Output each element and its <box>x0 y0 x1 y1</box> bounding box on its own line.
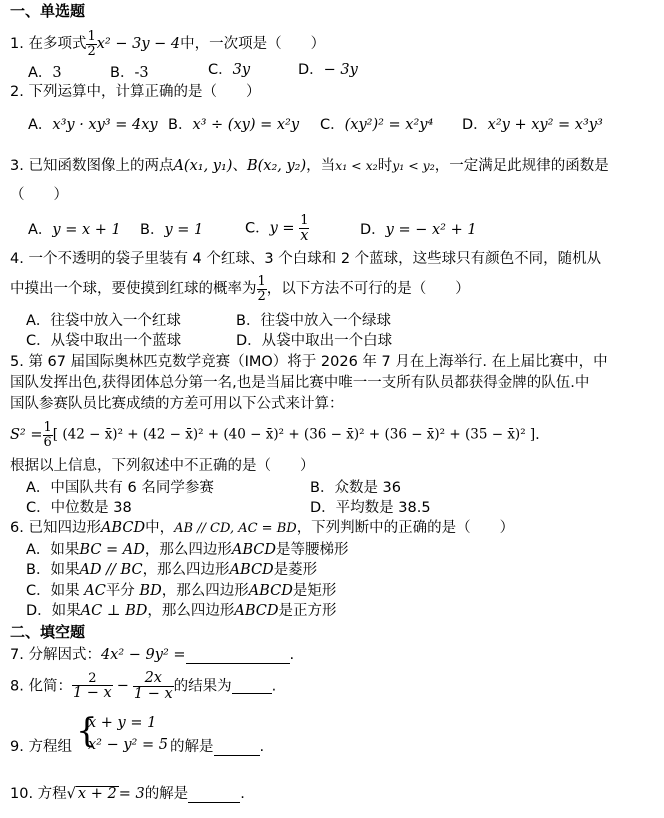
q4-option-b[interactable]: B．往袋中放入一个绿球 <box>236 313 391 329</box>
q7-answer-blank[interactable] <box>186 648 290 664</box>
question-6 <box>10 521 514 536</box>
q3-sep: 、 <box>232 158 247 174</box>
q3-b-label: B． <box>140 222 165 238</box>
q2-d-value: x²y + xy² = x³y³ <box>487 117 603 133</box>
q1-frac-num: 1 <box>87 29 96 44</box>
q6-stem-c: ，下列判断中的正确的是（ ） <box>296 520 515 536</box>
q5-option-a[interactable]: A．中国队共有 6 名同学参赛 <box>26 480 214 496</box>
q1-b-value: -3 <box>134 65 149 81</box>
q9-equation-2: x² − y² = 5 <box>88 737 168 753</box>
q10-radicand: x + 2 <box>77 786 117 802</box>
q4-frac-num: 1 <box>257 274 266 289</box>
q3-c-den: x <box>300 227 309 244</box>
q7-stem: 7. 分解因式： <box>10 647 101 663</box>
q10-radical-sign: √ <box>66 786 76 802</box>
q6-c-math2: BD <box>139 583 162 599</box>
q8-tail: 的结果为 <box>173 678 232 695</box>
q2-b-label: B． <box>168 117 193 133</box>
q3-d-label: D． <box>360 222 386 238</box>
q1-option-c[interactable] <box>208 63 250 78</box>
q2-option-a[interactable] <box>28 118 158 133</box>
q4-line-1: 4. 一个不透明的袋子里装有 4 个红球、3 个白球和 2 个蓝球，这些球只有颜色不同，随机从 <box>10 251 602 267</box>
q6-option-c[interactable] <box>26 584 336 599</box>
q5-option-b[interactable]: B．众数是 36 <box>310 480 402 496</box>
q6-b-abcd: ABCD <box>229 562 274 578</box>
q9-tail-text: 的解是 <box>170 739 214 755</box>
q1-frac-den: 2 <box>87 43 96 59</box>
q4-fraction <box>257 275 267 303</box>
q6-option-d[interactable] <box>26 604 337 619</box>
q1-a-value: 3 <box>52 65 62 81</box>
q9-end: . <box>259 739 265 755</box>
q3-a-value: y = x + 1 <box>52 222 121 238</box>
q2-a-label: A． <box>28 117 53 133</box>
q10-rhs: = 3 <box>118 786 145 802</box>
q6-b-mid: ，那么四边形 <box>142 562 230 578</box>
q1-c-value: 3y <box>232 62 251 78</box>
q6-abcd: ABCD <box>100 520 146 536</box>
q4-option-c[interactable]: C．从袋中取出一个蓝球 <box>26 333 182 349</box>
q2-c-label: C． <box>320 117 345 133</box>
q6-a-abcd: ABCD <box>231 542 277 558</box>
q6-a-prefix: A．如果 <box>26 542 80 558</box>
q5-option-d[interactable]: D．平均数是 38.5 <box>310 500 431 516</box>
q6-condition: AB // CD, AC = BD <box>174 521 297 536</box>
q3-stem-d: ，一定满足此规律的函数是 <box>434 158 609 174</box>
q8-fraction-1 <box>72 672 113 702</box>
q5-formula <box>10 421 540 449</box>
q3-stem-c: 时 <box>377 158 393 174</box>
q6-c-mid: 平分 <box>105 583 135 599</box>
q4-frac-den: 2 <box>257 288 266 304</box>
q7-expression: 4x² − 9y² = <box>100 647 186 663</box>
q8-f1-den: 1 − x <box>72 685 112 702</box>
question-10 <box>10 786 245 803</box>
q1-stem-b: 中，一次项是（ ） <box>180 36 326 53</box>
q6-stem-b: 中， <box>145 520 175 536</box>
q6-c-abcd: ABCD <box>248 583 293 599</box>
q6-c-mid2: ，那么四边形 <box>161 583 249 599</box>
q6-c-prefix: C．如果 <box>26 583 80 599</box>
q7-end: . <box>289 647 295 663</box>
question-7 <box>10 648 294 664</box>
q6-stem-a: 6. 已知四边形 <box>10 520 101 536</box>
q10-answer-blank[interactable] <box>188 787 240 803</box>
q6-b-suffix: 是菱形 <box>273 562 318 578</box>
q3-c-fraction <box>299 214 309 244</box>
q9-equation-1: x + y = 1 <box>88 715 157 731</box>
q5-formula-fraction <box>43 421 53 449</box>
q4-line2-a: 中摸出一个球，要使摸到红球的概率为 <box>10 280 257 297</box>
q1-c-label: C． <box>208 62 233 78</box>
q2-d-label: D． <box>462 117 488 133</box>
q3-stem-e: （ ） <box>10 187 68 203</box>
q1-expression: x² − 3y − 4 <box>96 36 181 53</box>
q3-c-lhs: y = <box>269 220 295 237</box>
question-8 <box>10 671 276 702</box>
q8-fraction-2 <box>133 671 174 702</box>
q4-line2-b: ，以下方法不可行的是（ ） <box>266 280 470 297</box>
q6-d-math: AC ⊥ BD <box>80 603 148 619</box>
q5-line-4: 根据以上信息，下列叙述中不正确的是（ ） <box>10 458 315 474</box>
q5-line-3: 国队参赛队员比赛成绩的方差可用以下公式来计算： <box>10 396 344 412</box>
question-1 <box>10 30 325 58</box>
q3-condition-y: y₁ < y₂ <box>392 158 435 173</box>
q2-b-value: x³ ÷ (xy) = x²y <box>192 117 300 133</box>
q2-option-d[interactable] <box>462 118 603 133</box>
question-3 <box>10 159 609 174</box>
q4-option-a[interactable]: A．往袋中放入一个红球 <box>26 313 181 329</box>
q2-c-value: (xy²)² = x²y⁴ <box>344 117 434 133</box>
q6-option-b[interactable] <box>26 563 317 578</box>
q6-b-prefix: B．如果 <box>26 562 80 578</box>
q3-stem-b: ，当 <box>306 158 336 174</box>
q1-a-label: A． <box>28 65 53 81</box>
q5-formula-lhs: S² = <box>10 426 43 443</box>
section-title-choice: 一、单选题 <box>10 2 86 20</box>
q5-option-c[interactable]: C．中位数是 38 <box>26 500 132 516</box>
q3-option-a[interactable] <box>28 223 121 238</box>
q8-f1-num: 2 <box>72 672 113 687</box>
q1-option-d[interactable] <box>298 63 358 78</box>
q3-a-label: A． <box>28 222 53 238</box>
q5-line-2: 国队发挥出色,获得团体总分第一名,也是当届比赛中唯一一支所有队员都获得金牌的队伍.中 <box>10 375 590 391</box>
q6-a-mid: ，那么四边形 <box>144 542 232 558</box>
q3-b-value: y = 1 <box>164 222 204 238</box>
q6-c-math: AC <box>84 583 106 599</box>
q6-c-suffix: 是矩形 <box>292 583 337 599</box>
question-2: 2. 下列运算中，计算正确的是（ ） <box>10 84 261 100</box>
q1-option-b[interactable] <box>110 66 149 81</box>
q3-d-value: y = − x² + 1 <box>385 222 477 238</box>
q6-d-mid: ，那么四边形 <box>147 603 235 619</box>
q1-fraction <box>86 30 96 58</box>
q10-stem: 10. 方程 <box>10 786 67 802</box>
q6-b-math: AD // BC <box>79 562 143 578</box>
q3-option-d[interactable] <box>360 223 477 238</box>
q6-a-math: BC = AD <box>79 542 145 558</box>
q6-a-suffix: 是等腰梯形 <box>276 542 349 558</box>
q3-condition-x: x₁ < x₂ <box>335 158 378 173</box>
q9-brace: { <box>76 711 98 751</box>
q6-d-suffix: 是正方形 <box>278 603 337 619</box>
q8-stem: 8. 化简： <box>10 678 72 695</box>
q4-line-2 <box>10 275 470 303</box>
q3-option-c[interactable] <box>245 214 309 244</box>
q6-d-abcd: ABCD <box>234 603 279 619</box>
q3-stem-a: 3. 已知函数图像上的两点 <box>10 158 174 174</box>
q8-f2-num: 2x <box>133 671 174 687</box>
q1-stem-a: 1. 在多项式 <box>10 36 87 53</box>
q1-d-value: − 3y <box>323 62 358 78</box>
q3-point-b: B(x₂, y₂) <box>246 158 307 174</box>
q5-formula-period: . <box>535 426 540 443</box>
q8-answer-blank[interactable] <box>232 679 272 695</box>
q1-option-a[interactable] <box>28 66 62 81</box>
q2-a-value: x³y · xy³ = 4xy <box>52 117 158 133</box>
q6-d-prefix: D．如果 <box>26 603 81 619</box>
q3-c-label: C． <box>245 220 270 237</box>
q8-end: . <box>271 678 277 695</box>
q8-minus: − <box>116 678 129 695</box>
q9-answer-blank[interactable] <box>214 740 260 756</box>
q1-d-label: D． <box>298 62 324 78</box>
q9-stem: 9. 方程组 <box>10 739 72 755</box>
q3-option-b[interactable] <box>140 223 203 238</box>
q6-option-a[interactable] <box>26 543 349 558</box>
q5-formula-rhs: [ (42 − x̄)² + (42 − x̄)² + (40 − x̄)² + (36 − x̄)² + (36 − x̄)² + (35 − x̄)² ] <box>52 426 536 443</box>
q5-frac-num: 1 <box>43 420 52 435</box>
section-title-fill: 二、填空题 <box>10 623 86 641</box>
q10-tail: 的解是 <box>144 786 189 802</box>
q1-b-label: B． <box>110 65 135 81</box>
q8-f2-den: 1 − x <box>133 686 173 703</box>
q4-option-d[interactable]: D．从袋中取出一个白球 <box>236 333 393 349</box>
q5-frac-den: 6 <box>43 434 52 450</box>
q2-option-b[interactable] <box>168 118 299 133</box>
q10-end: . <box>240 786 245 802</box>
q5-line-1: 5. 第 67 届国际奥林匹克数学竞赛（IMO）将于 2026 年 7 月在上海举行. 在上届比赛中，中 <box>10 354 608 370</box>
q2-option-c[interactable] <box>320 118 433 133</box>
q9-tail <box>170 740 264 756</box>
q3-point-a: A(x₁, y₁) <box>173 158 233 174</box>
q3-c-num: 1 <box>300 213 309 228</box>
